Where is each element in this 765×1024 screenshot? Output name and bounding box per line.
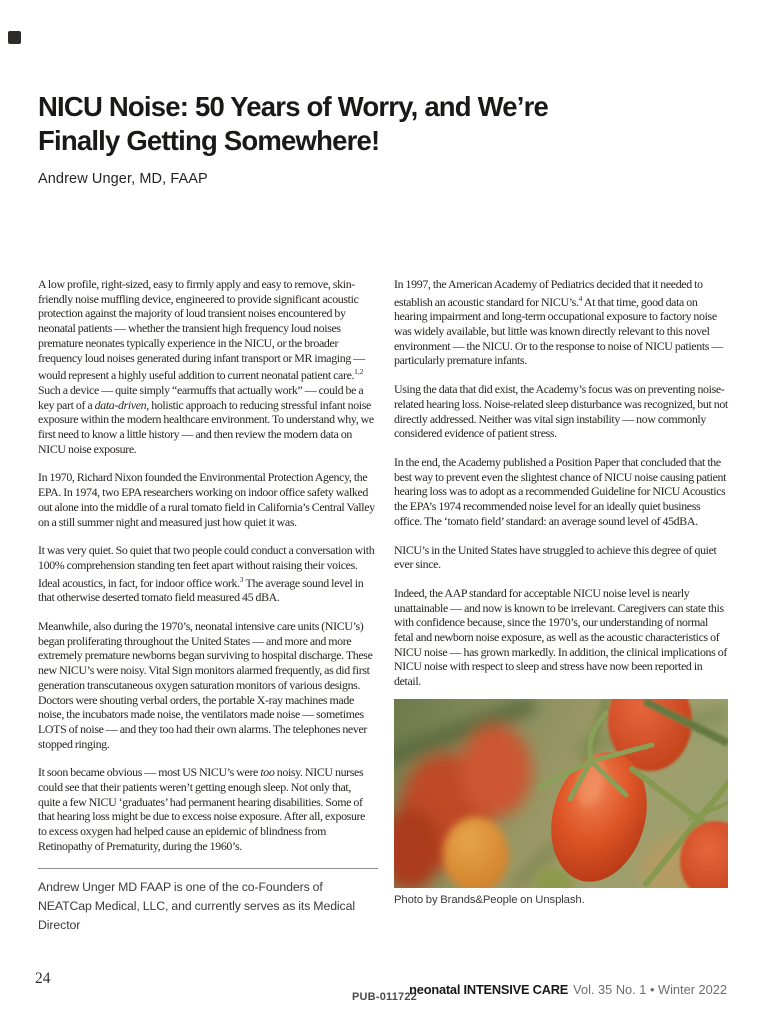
paragraph: In 1997, the American Academy of Pediatrics decided that it needed to establish an acoustic standard for NICU’s.$^4$ At that time, good data on hearing impairment and long-term occupational exposure to factory noise was widely available, but little was known directly relevant to this novel environment — the NICU. Or to the response to noise of NICU patients — particularly premature infants. <box>394 277 723 368</box>
paragraph: Using the data that did exist, the Academy’s focus was on preventing noise-related hearing loss. Noise-related sleep disturbance was recognized, but not directly addressed. Neither was vital sign instability — now commonly considered evidence of patient stress. <box>394 382 728 441</box>
paragraph: It was very quiet. So quiet that two people could conduct a conversation with 100% comprehension standing ten feet apart without raising their voices. Ideal acoustics, in fact, for indoor office work.$^3$ The average sound level in that otherwise deserted tomato field measured 45 dBA. <box>38 543 375 605</box>
paragraph: Indeed, the AAP standard for acceptable NICU noise level is nearly unattainable — and now is known to be irrelevant. Caregivers can state this with confidence because, since the 1970’s, our understanding of normal fetal and newborn noise exposure, as well as the acoustic characteristics of NICU noise — has grown markedly. In addition, the clinical implications of NICU noise with respect to sleep and stress have now been reported in detail. <box>394 585 727 689</box>
paragraph: NICU’s in the United States have struggled to achieve this degree of quiet ever since. <box>394 542 717 572</box>
journal-name: neonatal INTENSIVE CARE <box>409 982 569 997</box>
tomato-field-photo <box>394 699 728 888</box>
issue-info: Vol. 35 No. 1 • Winter 2022 <box>573 982 727 997</box>
page-corner-mark <box>8 31 21 44</box>
right-column <box>394 277 728 908</box>
tomato-photo-figure <box>394 699 728 908</box>
journal-footer <box>409 982 727 997</box>
article-title <box>38 90 738 158</box>
title-line-2: Finally Getting Somewhere! <box>38 125 380 156</box>
photo-caption: Photo by Brands&People on Unsplash. <box>394 893 585 906</box>
right-column-paragraphs <box>394 277 728 689</box>
left-column-paragraphs <box>38 277 375 854</box>
article-header <box>38 90 738 187</box>
title-line-1: NICU Noise: 50 Years of Worry, and We’re <box>38 91 549 122</box>
author-footnote: Andrew Unger MD FAAP is one of the co-Founders of NEATCap Medical, LLC, and currently serves as its Medical Director <box>38 868 378 935</box>
paragraph: It soon became obvious — most US NICU’s were too noisy. NICU nurses could see that their patients weren’t getting enough sleep. Not only that, quite a few NICU ‘graduates’ had permanent hearing disabilities. Some of that hearing loss might be due to excess noise exposure. After all, exposure to excess oxygen had helped cause an epidemic of blindness from Retinopathy of Prematurity, during the 1960’s. <box>38 765 366 853</box>
author-byline: Andrew Unger, MD, FAAP <box>38 171 208 187</box>
publication-id: PUB-011722 <box>352 991 417 1003</box>
page-number: 24 <box>35 970 51 987</box>
left-column <box>38 277 375 935</box>
paragraph: Meanwhile, also during the 1970’s, neonatal intensive care units (NICU’s) began proliferating throughout the United States — and more and more extremely premature newborns began surviving to hospital discharge. These new NICU’s were noisy. Vital Sign monitors alarmed frequently, as did first generation transcutaneous oxygen saturation monitors of various designs. Doctors were shouting verbal orders, the portable X-ray machines made noise, the incubators made noise, the ventilators made noise — sometimes LOTS of noise — and they too had their own alarms. The telephones never stopped ringing. <box>38 619 373 751</box>
paragraph: In the end, the Academy published a Position Paper that concluded that the best way to prevent even the slightest chance of NICU noise causing patient hearing loss was to adopt as a recommended Guideline for NICU Acoustics the EPA’s 1974 recommended noise level for an ideally quiet business office. The ‘tomato field’ standard: an average sound level of 45dBA. <box>394 455 727 528</box>
paragraph: In 1970, Richard Nixon founded the Environmental Protection Agency, the EPA. In 1974, two EPA researchers working on indoor office safety walked out alone into the middle of a rural tomato field in California’s Central Valley on a still summer night and measured just how quiet it was. <box>38 470 375 529</box>
paragraph: A low profile, right-sized, easy to firmly apply and easy to remove, skin-friendly noise muffling device, engineered to provide significant acoustic protection against the majority of loud transient noises encountered by neonatal patients — whether the transient high frequency loud noises premature neonates typically experience in the NICU, or the broader frequency loud noises generated during infant transport or MR imaging — would represent a highly useful addition to current neonatal patient care.$^{1,2}$ Such a device — quite simply “earmuffs that actually work” — could be a key part of a data-driven, holistic approach to reducing stressful infant noise exposure within the modern healthcare environment. To understand why, we first need to know a little history — and then review the modern data on NICU noise exposure. <box>38 277 374 456</box>
